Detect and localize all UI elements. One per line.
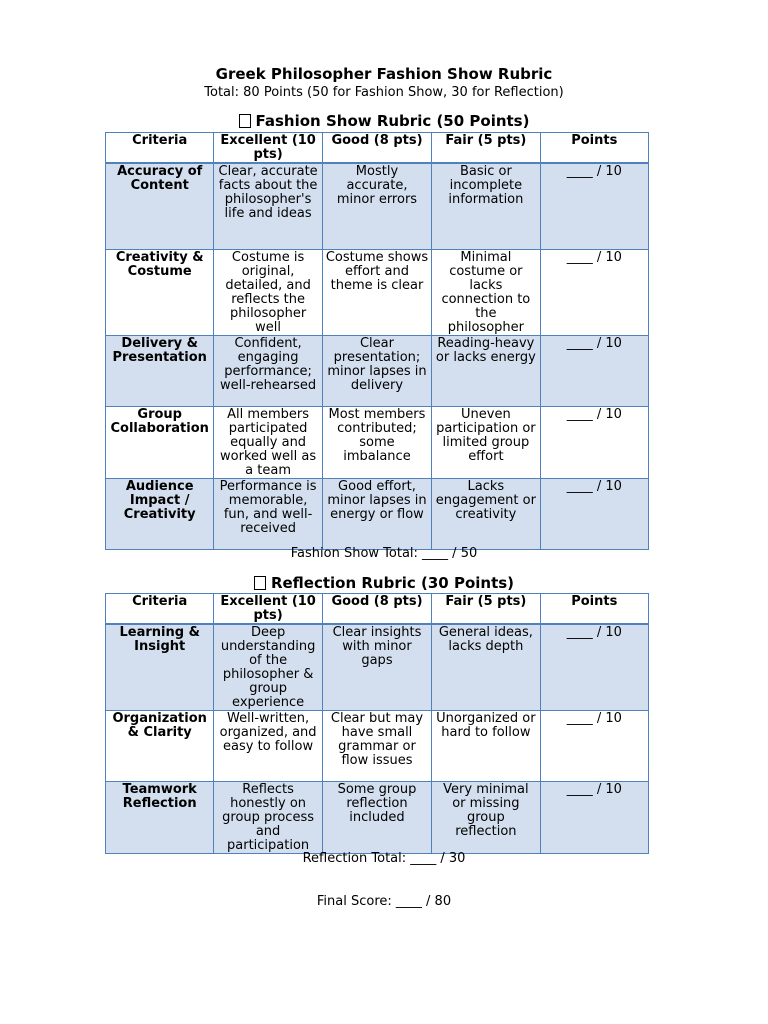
good-cell: Clear insights with minor gaps xyxy=(322,624,431,711)
criteria-cell: Accuracy of Content xyxy=(106,163,214,249)
good-cell: Clear presentation; minor lapses in delivery xyxy=(322,335,431,406)
good-cell: Mostly accurate, minor errors xyxy=(322,163,431,249)
excellent-cell: Deep understanding of the philosopher & group experience xyxy=(214,624,322,711)
header-criteria: Criteria xyxy=(106,594,214,625)
table-row xyxy=(106,406,649,478)
header-good: Good (8 pts) xyxy=(322,594,431,625)
good-cell: Clear but may have small grammar or flow issues xyxy=(322,711,431,782)
reflection-heading-text: Reflection Rubric (30 Points) xyxy=(270,574,515,592)
fair-cell: General ideas, lacks depth xyxy=(432,624,540,711)
header-points: Points xyxy=(540,133,648,164)
fair-cell: Basic or incomplete information xyxy=(432,163,540,249)
criteria-cell: Teamwork Reflection xyxy=(106,782,214,854)
good-cell: Some group reflection included xyxy=(322,782,431,854)
points-cell: ____ / 10 xyxy=(540,624,648,711)
fashion-heading xyxy=(0,112,768,130)
points-cell: ____ / 10 xyxy=(540,406,648,478)
final-score: Final Score: ____ / 80 xyxy=(316,894,452,909)
fair-cell: Very minimal or missing group reflection xyxy=(432,782,540,854)
points-cell: ____ / 10 xyxy=(540,335,648,406)
table-row xyxy=(106,163,649,249)
criteria-cell: Audience Impact / Creativity xyxy=(106,478,214,549)
criteria-cell: Group Collaboration xyxy=(106,406,214,478)
excellent-cell: Well-written, organized, and easy to follow xyxy=(214,711,322,782)
header-fair: Fair (5 pts) xyxy=(432,594,540,625)
fashion-heading-text: Fashion Show Rubric (50 Points) xyxy=(255,112,530,130)
header-fair: Fair (5 pts) xyxy=(432,133,540,164)
excellent-cell: Reflects honestly on group process and participation xyxy=(214,782,322,854)
table-header-row xyxy=(106,594,649,625)
good-cell: Most members contributed; some imbalance xyxy=(322,406,431,478)
points-cell: ____ / 10 xyxy=(540,782,648,854)
fair-cell: Minimal costume or lacks connection to the philosopher xyxy=(432,249,540,335)
header-excellent: Excellent (10 pts) xyxy=(214,594,322,625)
criteria-cell: Organization & Clarity xyxy=(106,711,214,782)
points-cell: ____ / 10 xyxy=(540,478,648,549)
header-criteria: Criteria xyxy=(106,133,214,164)
excellent-cell: Performance is memorable, fun, and well-received xyxy=(214,478,322,549)
reflection-total: Reflection Total: ____ / 30 xyxy=(302,851,466,866)
points-cell: ____ / 10 xyxy=(540,711,648,782)
document-title: Greek Philosopher Fashion Show Rubric xyxy=(215,65,553,83)
excellent-cell: Clear, accurate facts about the philosopher's life and ideas xyxy=(214,163,322,249)
criteria-cell: Learning & Insight xyxy=(106,624,214,711)
table-row xyxy=(106,249,649,335)
table-row xyxy=(106,478,649,549)
reflection-rubric-table xyxy=(105,593,649,854)
good-cell: Good effort, minor lapses in energy or flow xyxy=(322,478,431,549)
table-row xyxy=(106,335,649,406)
criteria-cell: Delivery & Presentation xyxy=(106,335,214,406)
excellent-cell: Costume is original, detailed, and reflects the philosopher well xyxy=(214,249,322,335)
table-row xyxy=(106,624,649,711)
fair-cell: Uneven participation or limited group effort xyxy=(432,406,540,478)
excellent-cell: Confident, engaging performance; well-rehearsed xyxy=(214,335,322,406)
fair-cell: Lacks engagement or creativity xyxy=(432,478,540,549)
header-points: Points xyxy=(540,594,648,625)
header-good: Good (8 pts) xyxy=(322,133,431,164)
table-row xyxy=(106,711,649,782)
header-excellent: Excellent (10 pts) xyxy=(214,133,322,164)
document-subtitle: Total: 80 Points (50 for Fashion Show, 30 for Reflection) xyxy=(204,85,564,100)
criteria-cell: Creativity & Costume xyxy=(106,249,214,335)
fair-cell: Unorganized or hard to follow xyxy=(432,711,540,782)
missing-glyph-icon xyxy=(254,576,266,590)
missing-glyph-icon xyxy=(239,114,251,128)
table-row xyxy=(106,782,649,854)
excellent-cell: All members participated equally and worked well as a team xyxy=(214,406,322,478)
fashion-rubric-table xyxy=(105,132,649,550)
table-header-row xyxy=(106,133,649,164)
fashion-total: Fashion Show Total: ____ / 50 xyxy=(290,546,478,561)
reflection-heading xyxy=(0,574,768,592)
good-cell: Costume shows effort and theme is clear xyxy=(322,249,431,335)
fair-cell: Reading-heavy or lacks energy xyxy=(432,335,540,406)
points-cell: ____ / 10 xyxy=(540,163,648,249)
points-cell: ____ / 10 xyxy=(540,249,648,335)
